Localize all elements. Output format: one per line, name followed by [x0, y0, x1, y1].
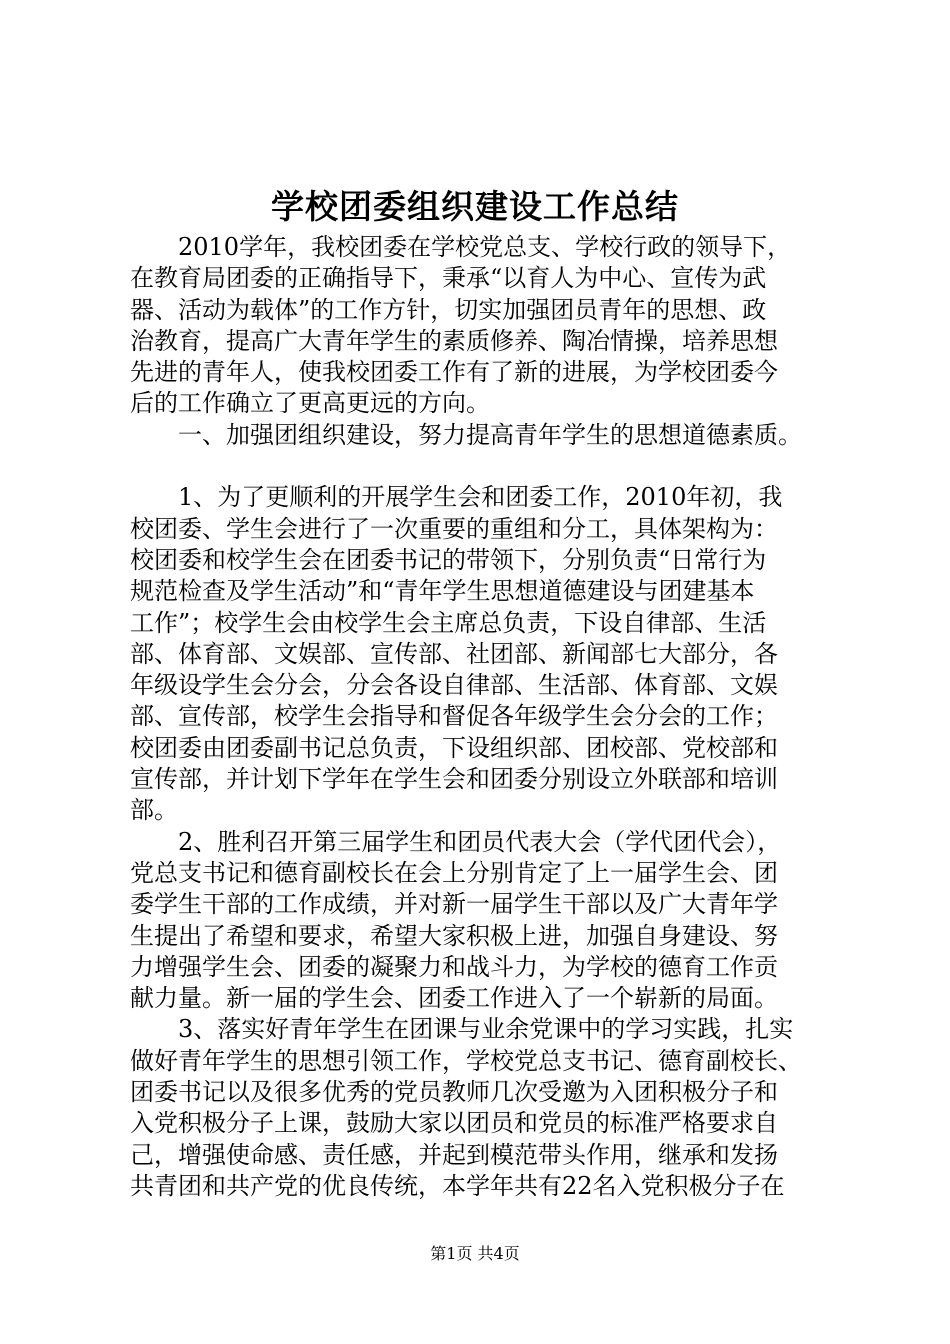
text-line: 先进的青年人，使我校团委工作有了新的进展，为学校团委今	[130, 358, 778, 387]
text-line: 2、胜利召开第三届学生和团员代表大会（学代团代会），	[178, 827, 782, 856]
text-line: 团委书记以及很多优秀的党员教师几次受邀为入团积极分子和	[130, 1078, 778, 1107]
text-line: 后的工作确立了更高更远的方向。	[130, 389, 490, 418]
text-line: 校团委、学生会进行了一次重要的重组和分工，具体架构为：	[130, 514, 778, 543]
text-line: 做好青年学生的思想引领工作，学校党总支书记、德育副校长、	[130, 1046, 802, 1075]
text-line: 在教育局团委的正确指导下，秉承“以育人为中心、宣传为武	[130, 264, 767, 293]
text-line: 部、体育部、文娱部、宣传部、社团部、新闻部七大部分，各	[130, 639, 778, 668]
document-title: 学校团委组织建设工作总结	[271, 187, 679, 226]
text-line: 2010学年，我校团委在学校党总支、学校行政的领导下，	[178, 233, 792, 261]
text-line: 献力量。新一届的学生会、团委工作进入了一个崭新的局面。	[130, 984, 778, 1013]
text-line: 年级设学生会分会，分会各设自律部、生活部、体育部、文娱	[130, 671, 778, 700]
text-line: 党总支书记和德育副校长在会上分别肯定了上一届学生会、团	[130, 858, 778, 887]
text-line: 生提出了希望和要求，希望大家积极上进，加强自身建设、努	[130, 921, 778, 950]
text-line: 宣传部，并计划下学年在学生会和团委分别设立外联部和培训	[130, 765, 778, 794]
text-line: 规范检查及学生活动”和“青年学生思想道德建设与团建基本	[130, 577, 755, 606]
text-line: 委学生干部的工作成绩，并对新一届学生干部以及广大青年学	[130, 890, 778, 919]
document-body	[130, 232, 832, 1202]
page-footer: 第1页 共4页	[430, 1244, 520, 1263]
text-line: 3、落实好青年学生在团课与业余党课中的学习实践，扎实	[178, 1015, 794, 1044]
text-line: 共青团和共产党的优良传统，本学年共有22名入党积极分子在	[130, 1171, 785, 1200]
text-line: 器、活动为载体”的工作方针，切实加强团员青年的思想、政	[130, 295, 767, 324]
text-line: 校团委和校学生会在团委书记的带领下，分别负责“日常行为	[130, 545, 767, 574]
text-line: 己，增强使命感、责任感，并起到模范带头作用，继承和发扬	[130, 1140, 778, 1169]
text-line: 校团委由团委副书记总负责，下设组织部、团校部、党校部和	[130, 733, 778, 762]
text-line: 工作”；校学生会由校学生会主席总负责，下设自律部、生活	[130, 608, 767, 637]
text-line: 力增强学生会、团委的凝聚力和战斗力，为学校的德育工作贡	[130, 952, 778, 981]
text-line: 治教育，提高广大青年学生的素质修养、陶冶情操，培养思想	[130, 326, 778, 355]
text-line: 入党积极分子上课，鼓励大家以团员和党员的标准严格要求自	[130, 1109, 778, 1138]
text-line: 部、宣传部，校学生会指导和督促各年级学生会分会的工作；	[130, 702, 778, 731]
blank-line	[130, 451, 832, 482]
text-line: 部。	[130, 796, 178, 825]
section-heading: 一、加强团组织建设，努力提高青年学生的思想道德素质。	[178, 420, 802, 449]
text-line: 1、为了更顺利的开展学生会和团委工作，2010年初，我	[178, 483, 783, 512]
